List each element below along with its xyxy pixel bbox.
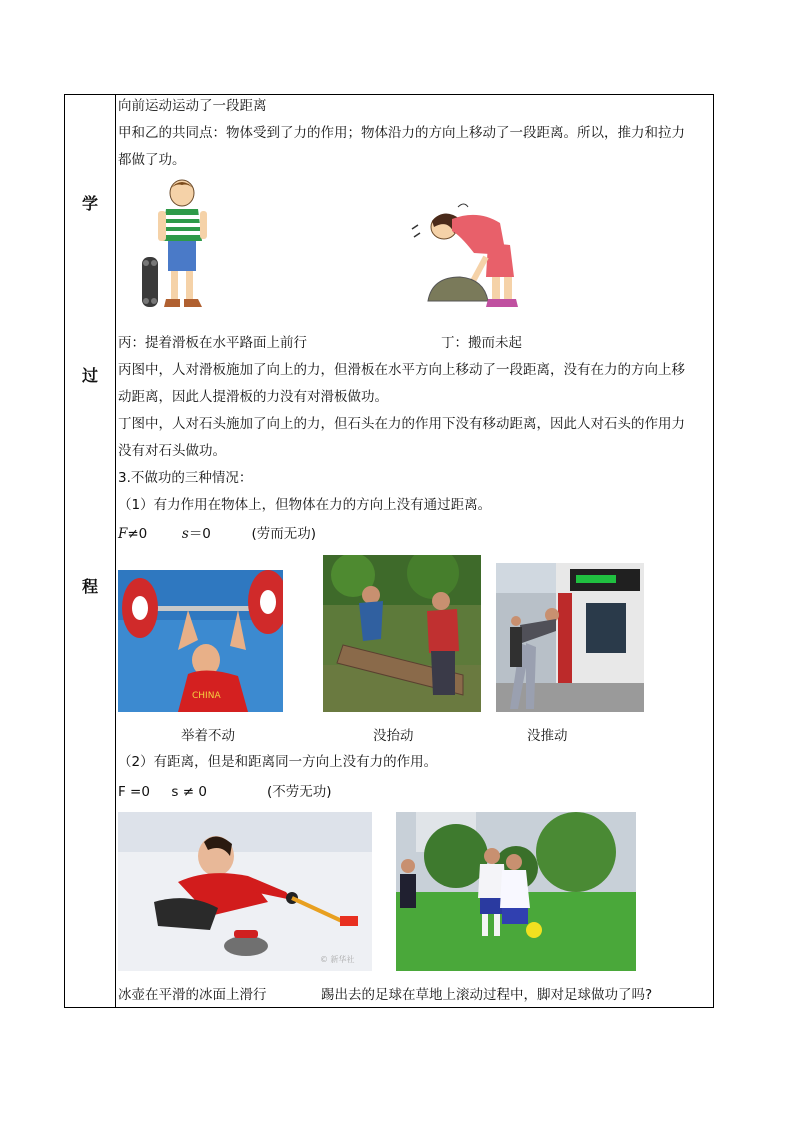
photo-caption-2: 没抬动 <box>373 728 414 744</box>
equal-zero: ＝0 <box>188 526 211 542</box>
girl-stone-illustration <box>408 199 522 311</box>
not-equal-zero: ≠0 <box>127 526 148 542</box>
curling-photo <box>118 812 372 971</box>
side-label-cheng: 程 <box>81 577 98 596</box>
formula-2-expr: F =0 s ≠ 0 <box>118 784 207 800</box>
photo-caption-soccer: 踢出去的足球在草地上滚动过程中，脚对足球做功了吗? <box>321 987 653 1003</box>
side-label-xue: 学 <box>81 194 98 213</box>
text-line: 没有对石头做功。 <box>118 443 226 459</box>
case-2-text: （2）有距离，但是和距离同一方向上没有力的作用。 <box>118 754 438 770</box>
boy-skateboard-illustration <box>136 179 218 315</box>
section-heading: 3.不做功的三种情况： <box>118 470 253 486</box>
jersey-text: CHINA <box>192 691 221 701</box>
bus-pushing-photo <box>496 563 644 712</box>
soccer-photo <box>396 812 636 971</box>
column-divider <box>115 95 116 1007</box>
text-line: 向前运动运动了一段距离 <box>118 98 267 114</box>
caption-ding: 丁：搬而未起 <box>441 335 522 351</box>
formula-2 <box>118 783 331 801</box>
side-label-guo: 过 <box>81 366 98 385</box>
lesson-table <box>64 94 714 1008</box>
formula-2-note: (不劳无功) <box>266 784 332 800</box>
text-line: 动距离，因此人提滑板的力没有对滑板做功。 <box>118 389 388 405</box>
formula-1 <box>118 525 316 543</box>
caption-bing: 丙：提着滑板在水平路面上前行 <box>118 335 307 351</box>
var-s: s <box>181 526 189 542</box>
text-line: 甲和乙的共同点：物体受到了力的作用；物体沿力的方向上移动了一段距离。所以，推力和拉力 <box>118 125 685 141</box>
watermark-text: © 新华社 <box>320 955 355 964</box>
var-F: F <box>118 526 128 542</box>
weightlifter-photo <box>118 570 283 712</box>
case-1-text: （1）有力作用在物体上，但物体在力的方向上没有通过距离。 <box>118 497 492 513</box>
photo-caption-curling: 冰壶在平滑的冰面上滑行 <box>118 987 267 1003</box>
log-lifting-photo <box>323 555 481 712</box>
formula-1-note: (劳而无功) <box>251 526 317 542</box>
text-line: 丙图中，人对滑板施加了向上的力，但滑板在水平方向上移动了一段距离，没有在力的方向上移 <box>118 362 685 378</box>
text-line: 丁图中，人对石头施加了向上的力，但石头在力的作用下没有移动距离，因此人对石头的作用力 <box>118 416 685 432</box>
photo-caption-1: 举着不动 <box>181 728 235 744</box>
photo-caption-3: 没推动 <box>527 728 568 744</box>
text-line: 都做了功。 <box>118 152 186 168</box>
